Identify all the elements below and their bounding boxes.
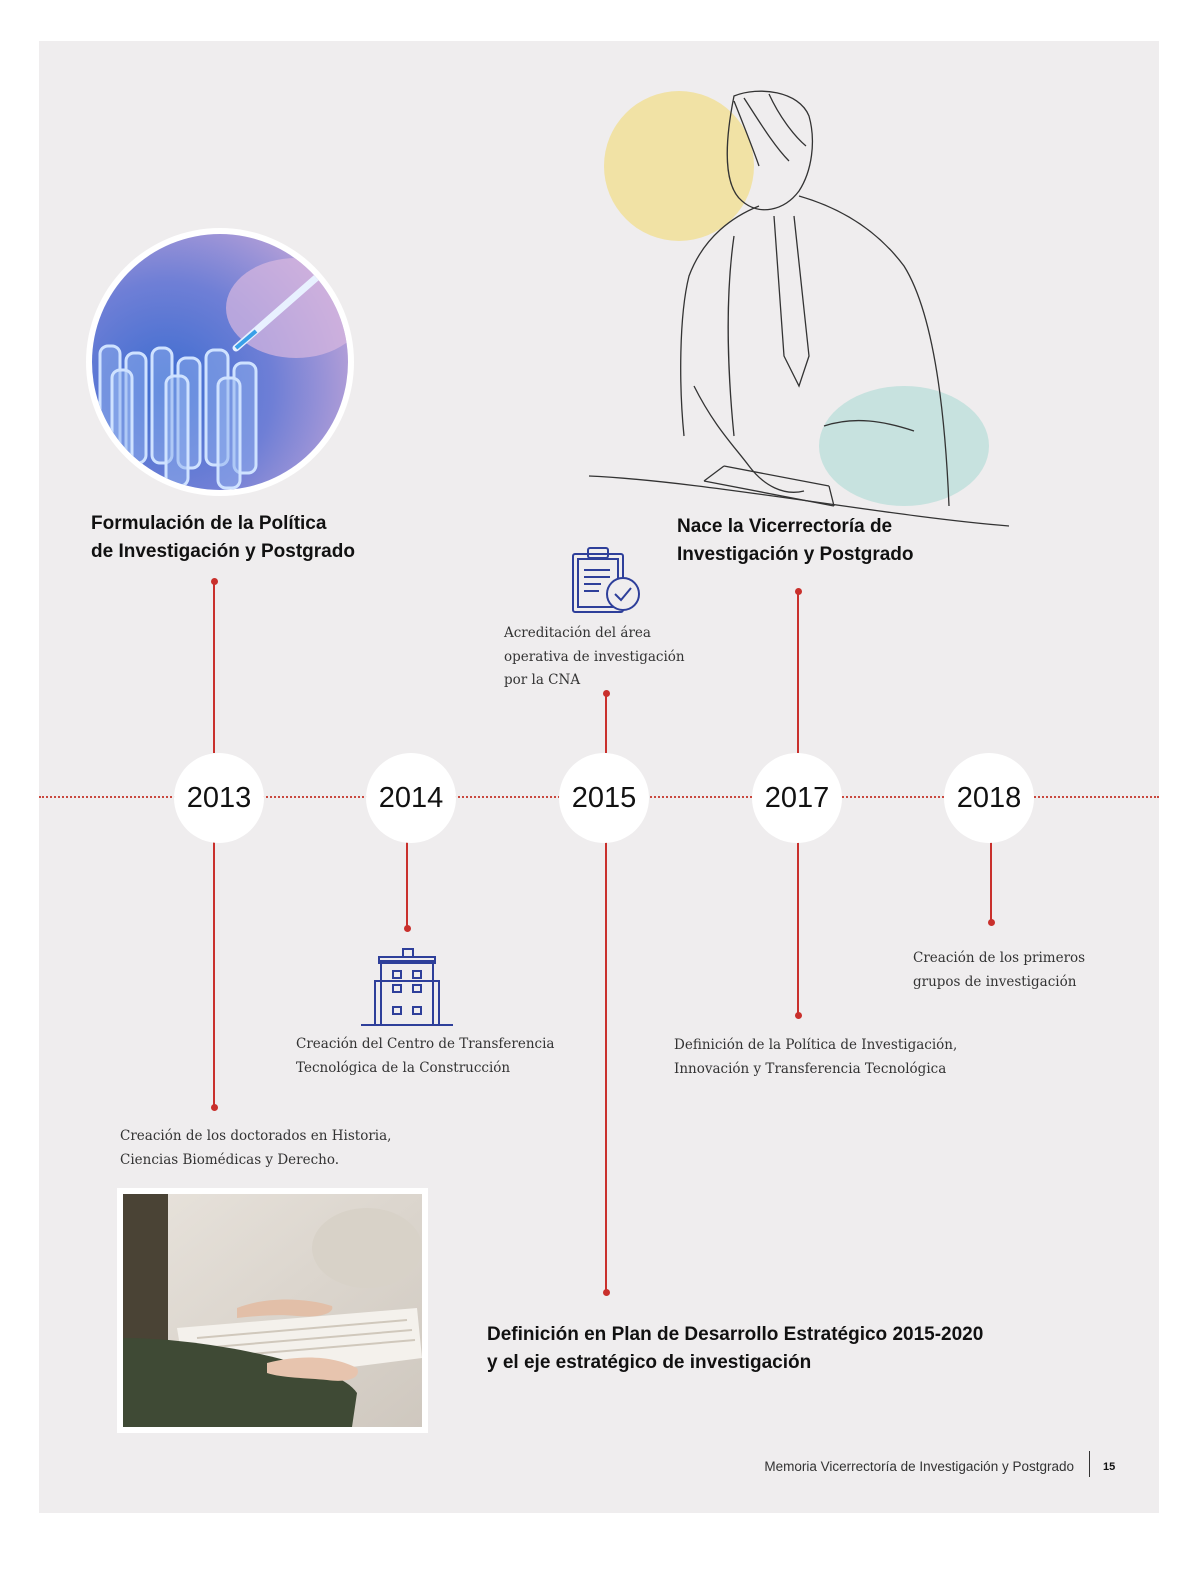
year-2014: 2014 xyxy=(366,753,456,843)
event-2013-doctorates-text: Creación de los doctorados en Historia, Ciencias Biomédicas y Derecho. xyxy=(120,1128,392,1168)
connector-dot xyxy=(404,925,411,932)
founder-sketch-illustration xyxy=(584,86,1014,536)
footer-title: Memoria Vicerrectoría de Investigación y Postgrado xyxy=(764,1459,1074,1474)
page-number: 15 xyxy=(1103,1461,1116,1473)
connector-2014-bottom xyxy=(406,841,408,929)
students-reading-photo xyxy=(117,1188,428,1433)
clipboard-check-icon xyxy=(571,546,643,616)
test-tubes-photo xyxy=(86,228,354,496)
event-2018-groups-text: Creación de los primeros grupos de investigación xyxy=(913,950,1086,990)
connector-dot xyxy=(795,1012,802,1019)
event-2015-plan-heading: Definición en Plan de Desarrollo Estratégico 2015-2020 y el eje estratégico de investigación xyxy=(487,1324,984,1373)
footer-separator xyxy=(1089,1451,1090,1477)
timeline-page xyxy=(39,41,1159,1513)
connector-2017-top xyxy=(797,591,799,753)
year-2017: 2017 xyxy=(752,753,842,843)
connector-dot xyxy=(795,588,802,595)
connector-dot xyxy=(603,1289,610,1296)
connector-2015-bottom xyxy=(605,841,607,1293)
event-2015-accreditation-text: Acreditación del área operativa de investigación por la CNA xyxy=(504,625,685,688)
event-2014-ctt-text: Creación del Centro de Transferencia Tecnológica de la Construcción xyxy=(296,1036,555,1076)
event-2017-policy-text: Definición de la Política de Investigación, Innovación y Transferencia Tecnológica xyxy=(674,1037,958,1077)
connector-2017-bottom xyxy=(797,841,799,1016)
connector-2018-bottom xyxy=(990,841,992,923)
event-2017-vicerrectoria-heading: Nace la Vicerrectoría de Investigación y Postgrado xyxy=(677,516,914,565)
year-2013: 2013 xyxy=(174,753,264,843)
connector-dot xyxy=(211,578,218,585)
year-2015: 2015 xyxy=(559,753,649,843)
connector-2015-top xyxy=(605,693,607,753)
connector-dot xyxy=(988,919,995,926)
building-icon xyxy=(361,947,453,1027)
event-2013-policy-heading: Formulación de la Política de Investigación y Postgrado xyxy=(91,513,355,562)
year-2018: 2018 xyxy=(944,753,1034,843)
connector-dot xyxy=(211,1104,218,1111)
connector-2013-bottom xyxy=(213,841,215,1108)
connector-2013-top xyxy=(213,581,215,753)
